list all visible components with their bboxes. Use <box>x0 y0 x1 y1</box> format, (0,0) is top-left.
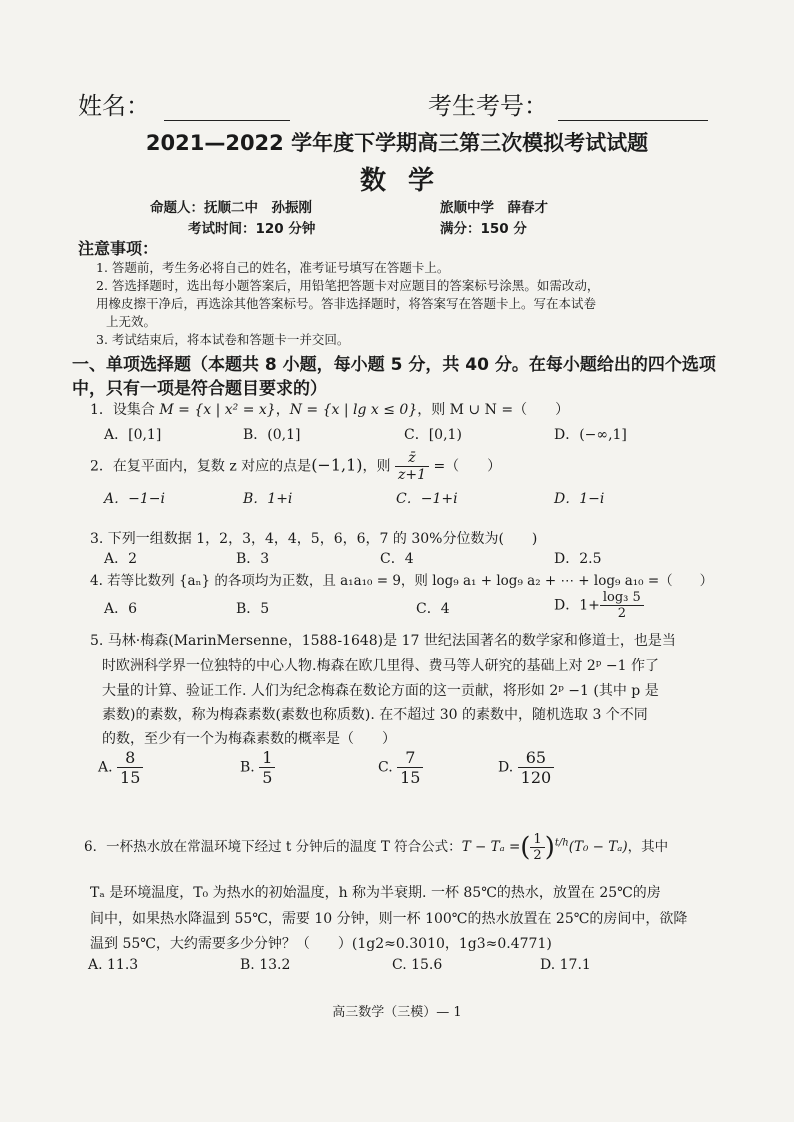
section-heading-line2: 中，只有一项是符合题目要求的） <box>72 379 327 399</box>
page-footer: 高三数学（三模）— 1 <box>332 1005 462 1020</box>
q4-option-d-fraction <box>600 590 644 621</box>
notes-heading: 注意事项： <box>78 239 159 258</box>
q1-set-m: M = {x | x² = x} <box>159 402 276 418</box>
q5-option-b-numerator: 1 <box>259 748 275 768</box>
q6-prefix: 6．一杯热水放在常温环境下经过 t 分钟后的温度 T 符合公式： <box>84 839 462 855</box>
section-heading-line1: 一、单项选择题（本题共 8 小题，每小题 5 分，共 40 分。在每小题给出的四个选项 <box>72 355 716 375</box>
q5-option-a-label: A. <box>98 759 113 776</box>
q6-exponent: t/h <box>554 837 569 849</box>
q6-base-denominator: 2 <box>533 848 542 863</box>
q5-option-a-numerator: 8 <box>117 748 143 768</box>
question-5-line: 时欧洲科学界一位独特的中心人物.梅森在欧几里得、费马等人研究的基础上对 2ᵖ −1 作了 <box>102 658 659 674</box>
q2-option-a[interactable]: A．−1−i <box>104 491 165 507</box>
q1-suffix: ，则 M ∪ N =（ ） <box>417 402 570 418</box>
q1-prefix: 1．设集合 <box>90 402 155 418</box>
q2-option-d[interactable]: D．1−i <box>554 491 605 507</box>
exam-number-blank[interactable] <box>558 98 708 121</box>
q6-line1-suffix: ，其中 <box>627 839 669 855</box>
q4-option-a[interactable]: A．6 <box>104 601 138 617</box>
note-item: 2. 答选择题时，选出每小题答案后，用铅笔把答题卡对应题目的答案标号涂黑。如需改动， <box>96 278 600 293</box>
q4-option-d-prefix: D．1+ <box>554 597 600 614</box>
q5-option-d-fraction <box>518 748 555 787</box>
q5-option-c-label: C. <box>378 759 393 776</box>
q4-option-b[interactable]: B．5 <box>236 601 270 617</box>
q6-option-d[interactable]: D. 17.1 <box>540 957 591 973</box>
note-item: 3. 考试结束后，将本试卷和答题卡一并交回。 <box>96 332 350 347</box>
q6-base-fraction <box>530 832 544 863</box>
q6-formula-right: (T₀ − Tₐ) <box>568 839 628 855</box>
author-left: 命题人：抚顺二中 孙振刚 <box>150 200 312 216</box>
q4-option-d[interactable] <box>554 590 644 621</box>
note-item: 用橡皮擦干净后，再选涂其他答案标号。答非选择题时，将答案写在答题卡上。写在本试卷 <box>96 296 597 311</box>
full-score: 满分：150 分 <box>440 221 527 237</box>
author-right: 旅顺中学 薛春才 <box>440 200 548 216</box>
q6-option-b[interactable]: B. 13.2 <box>240 957 291 973</box>
q6-paren-open: ( <box>520 832 531 863</box>
q3-option-b[interactable]: B．3 <box>236 551 270 567</box>
q4-option-d-denominator: 2 <box>617 606 626 621</box>
question-6-line: 间中，如果热水降温到 55℃，需要 10 分钟，则一杯 100℃的热水放置在 25℃的房间中，欲降 <box>90 911 688 927</box>
question-5-line: 大量的计算、验证工作. 人们为纪念梅森在数论方面的这一贡献，将形如 2ᵖ −1 (其中 p 是 <box>102 683 659 699</box>
q5-option-d-numerator: 65 <box>518 748 555 768</box>
question-6-line: Tₐ 是环境温度，T₀ 为热水的初始温度，h 称为半衰期. 一杯 85℃的热水，放置在 25℃的房 <box>90 885 661 901</box>
q6-base-numerator: 1 <box>530 832 544 848</box>
q2-option-b[interactable]: B．1+i <box>243 491 293 507</box>
q1-option-d[interactable]: D．(−∞,1] <box>554 427 627 443</box>
q5-option-b-denominator: 5 <box>262 768 273 787</box>
question-5-line: 素数)的素数，称为梅森素数(素数也称质数). 在不超过 30 的素数中，随机选取 3 个不同 <box>102 707 648 723</box>
q6-formula-left: T − Tₐ = <box>461 839 521 855</box>
q2-denominator: z+1 <box>397 467 426 483</box>
q5-option-d-denominator: 120 <box>520 768 552 787</box>
q6-paren-close: ) <box>544 832 555 863</box>
name-label: 姓名： <box>78 92 150 120</box>
q2-mid: ，则 <box>362 458 391 475</box>
q1-separator: ， <box>275 402 290 418</box>
question-5-line: 5. 马林·梅森(MarinMersenne，1588-1648)是 17 世纪法国著名的数学家和修道士，也是当 <box>90 633 676 649</box>
exam-number-label: 考生考号： <box>428 92 548 120</box>
question-3: 3. 下列一组数据 1，2，3，4，4，5，6，6，7 的 30%分位数为( ) <box>90 531 538 547</box>
question-6-line: 温到 55℃，大约需要多少分钟？（ ）(1g2≈0.3010，1g3≈0.4771) <box>90 936 552 952</box>
q5-option-b-label: B. <box>240 759 255 776</box>
question-4: 4. 若等比数列 {aₙ} 的各项均为正数，且 a₁a₁₀ = 9，则 log₉ a₁ + log₉ a₂ + ⋯ + log₉ a₁₀ =（ ） <box>90 573 714 589</box>
note-item: 上无效。 <box>106 314 157 329</box>
subject-title: 数学 <box>359 166 456 196</box>
q4-option-d-numerator: log₃ 5 <box>600 590 644 606</box>
q1-set-n: N = {x | lg x ≤ 0} <box>289 402 418 418</box>
q3-option-d[interactable]: D．2.5 <box>554 551 602 567</box>
q5-option-c-numerator: 7 <box>397 748 423 768</box>
name-blank[interactable] <box>164 98 290 121</box>
q5-option-b-fraction <box>259 748 275 787</box>
q2-option-c[interactable]: C．−1+i <box>396 491 458 507</box>
q2-suffix: =（ ） <box>433 458 502 475</box>
q5-option-b[interactable] <box>240 748 275 787</box>
q5-option-a-fraction <box>117 748 143 787</box>
q5-option-d[interactable] <box>498 748 554 787</box>
q1-option-a[interactable]: A．[0,1] <box>104 427 162 443</box>
q2-fraction <box>395 450 429 483</box>
q5-option-d-label: D. <box>498 759 514 776</box>
question-2 <box>90 450 501 483</box>
q1-option-c[interactable]: C．[0,1) <box>404 427 462 443</box>
q5-option-c-denominator: 15 <box>400 768 421 787</box>
q6-option-c[interactable]: C. 15.6 <box>392 957 443 973</box>
q6-option-a[interactable]: A. 11.3 <box>88 957 139 973</box>
exam-number-field <box>428 86 708 121</box>
q2-prefix: 2．在复平面内，复数 z 对应的点是 <box>90 458 312 475</box>
q3-option-a[interactable]: A．2 <box>104 551 138 567</box>
note-item: 1. 答题前，考生务必将自己的姓名，准考证号填写在答题卡上。 <box>96 260 450 275</box>
exam-time: 考试时间：120 分钟 <box>188 221 316 237</box>
exam-title: 2021—2022 学年度下学期高三第三次模拟考试试题 <box>145 131 649 155</box>
name-field <box>78 86 290 121</box>
q5-option-c-fraction <box>397 748 423 787</box>
q2-numerator: z̄ <box>395 450 429 467</box>
q3-option-c[interactable]: C．4 <box>380 551 414 567</box>
q4-option-c[interactable]: C．4 <box>416 601 450 617</box>
q1-option-b[interactable]: B．(0,1] <box>243 427 301 443</box>
q5-option-a-denominator: 15 <box>120 768 141 787</box>
q5-option-c[interactable] <box>378 748 423 787</box>
q2-point: (−1,1) <box>311 455 363 475</box>
question-5-line: 的数，至少有一个为梅森素数的概率是（ ） <box>102 731 396 747</box>
q5-option-a[interactable] <box>98 748 143 787</box>
question-6-line1 <box>84 832 668 863</box>
question-1 <box>90 399 569 419</box>
